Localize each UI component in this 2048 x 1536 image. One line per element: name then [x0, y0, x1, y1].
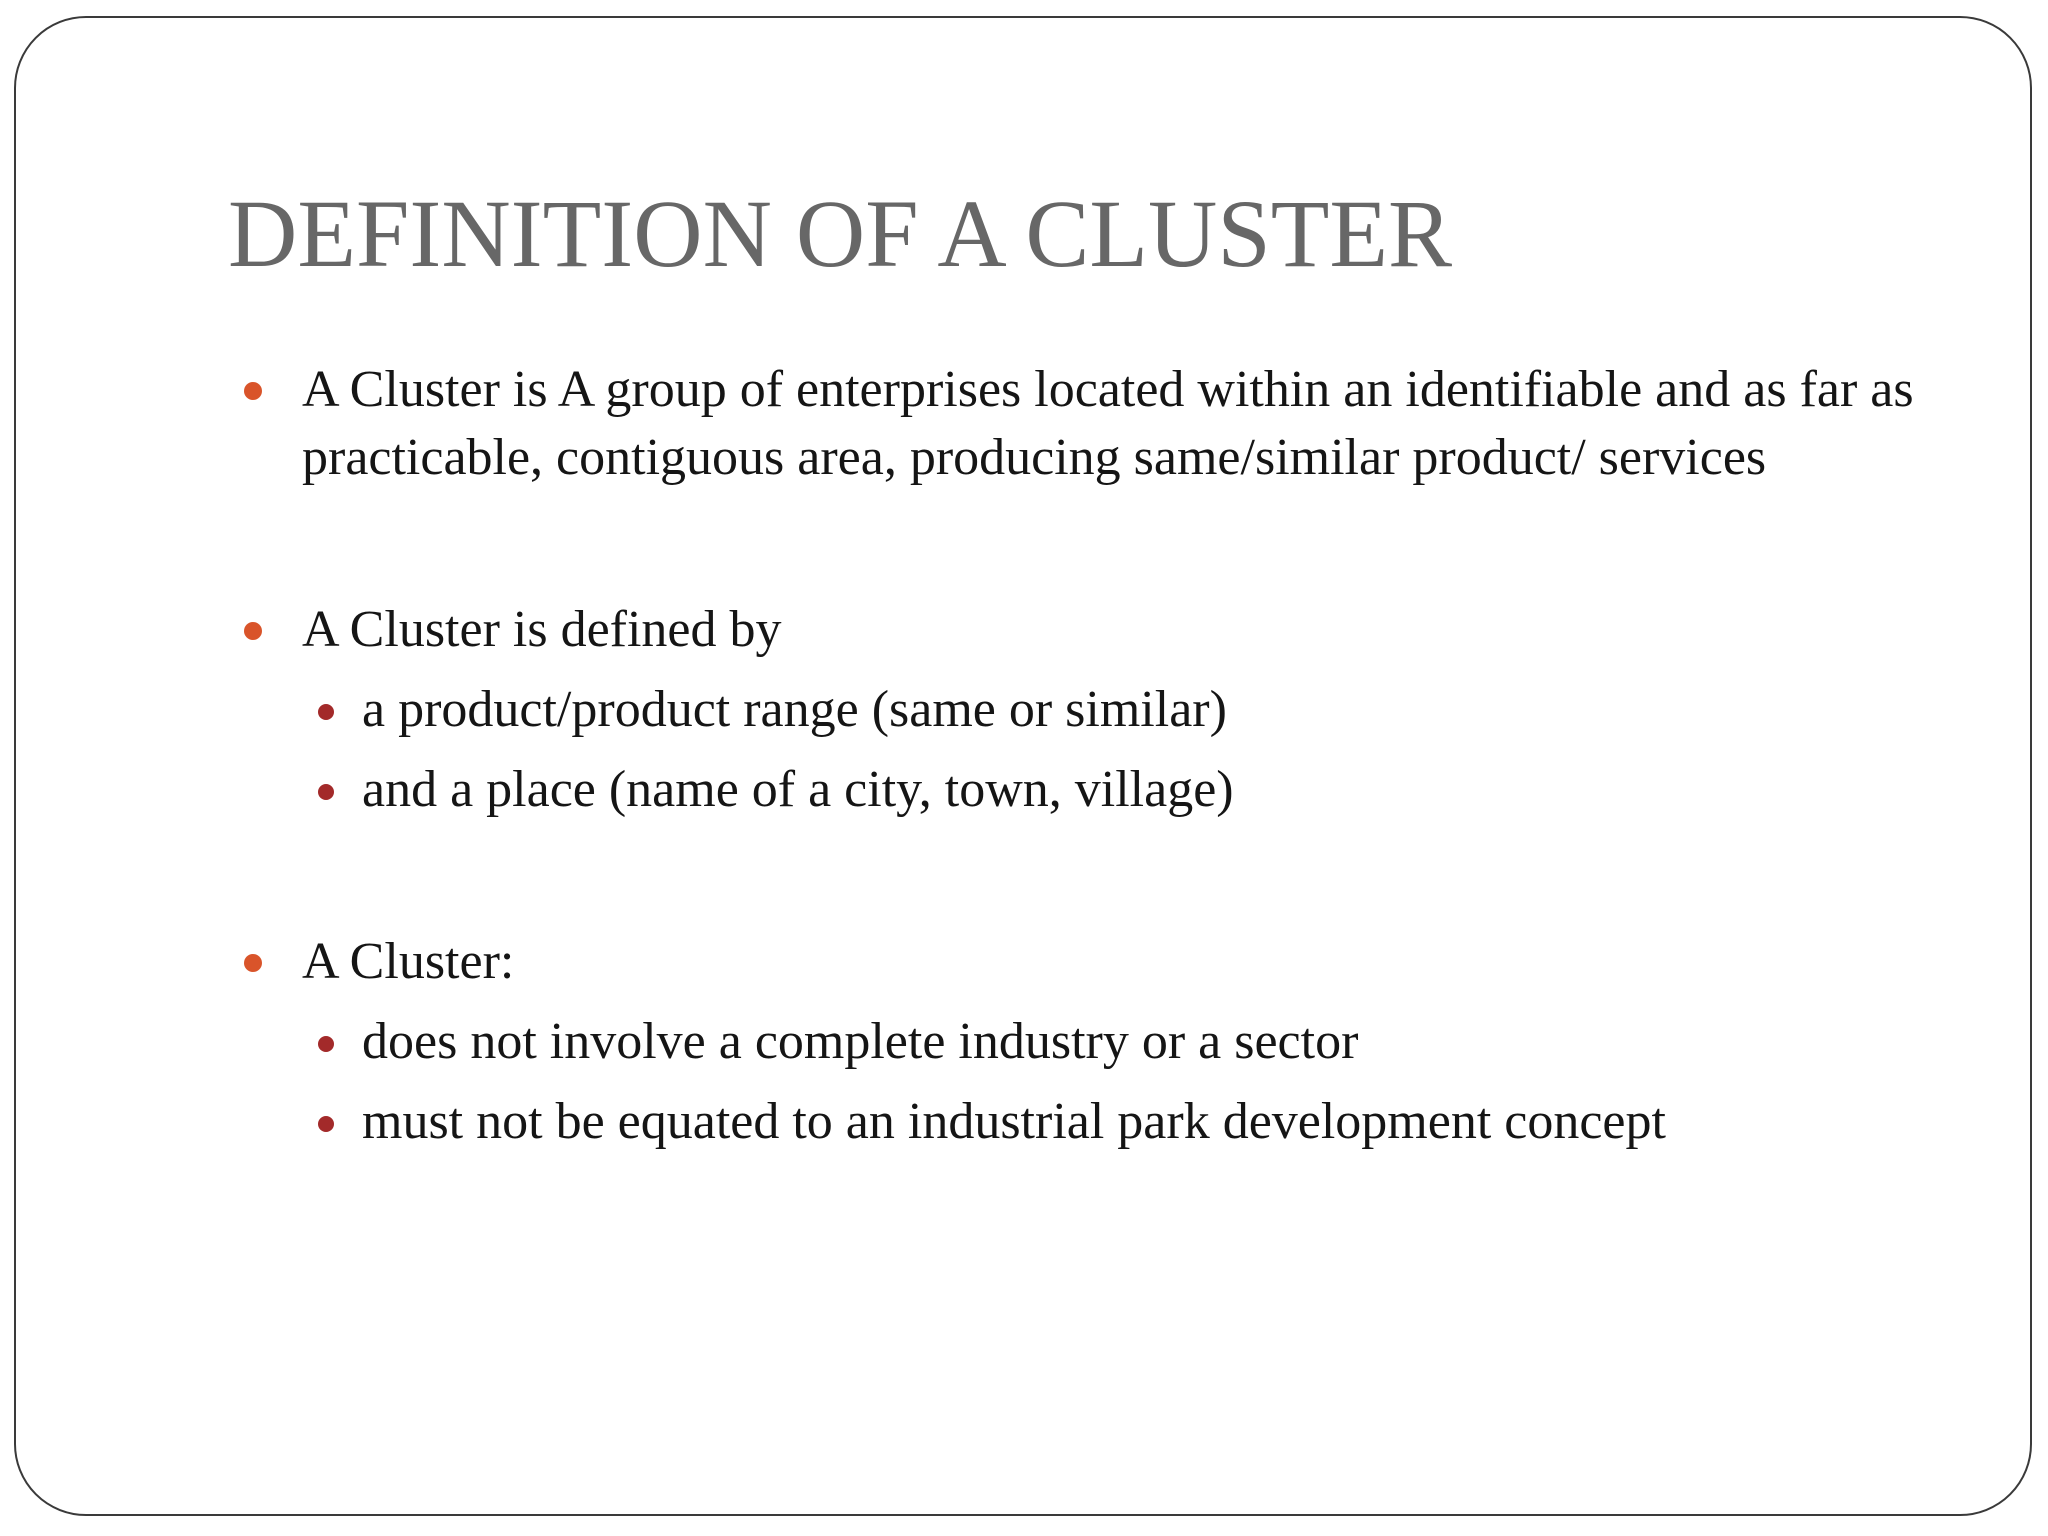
bullet-icon	[244, 954, 262, 972]
sub-bullet-icon	[318, 784, 334, 800]
bullet-item-2	[228, 596, 1968, 824]
bullet-text: A Cluster:	[302, 933, 515, 990]
slide-title: DEFINITION OF A CLUSTER	[228, 180, 1453, 287]
bullet-text: A Cluster is defined by	[302, 601, 782, 658]
sub-bullet-icon	[318, 1116, 334, 1132]
slide-content	[228, 356, 1968, 1156]
bullet-item-3	[228, 928, 1968, 1156]
sub-bullet-text: does not involve a complete industry or a sector	[362, 1013, 1359, 1070]
sub-bullet-icon	[318, 704, 334, 720]
sub-bullet-item	[228, 756, 1968, 824]
slide-frame	[14, 16, 2032, 1516]
sub-bullet-item	[228, 1008, 1968, 1076]
sub-bullet-icon	[318, 1036, 334, 1052]
sub-bullet-text: must not be equated to an industrial park development concept	[362, 1093, 1666, 1150]
bullet-icon	[244, 622, 262, 640]
bullet-icon	[244, 382, 262, 400]
sub-bullet-text: a product/product range (same or similar)	[362, 681, 1227, 738]
sub-bullet-item	[228, 676, 1968, 744]
bullet-text: A Cluster is A group of enterprises located within an identifiable and as far as practicable, contiguous area, producing same/similar product/ services	[302, 361, 1914, 486]
sub-bullet-text: and a place (name of a city, town, village)	[362, 761, 1234, 818]
bullet-item-1	[228, 356, 1968, 492]
sub-bullet-item	[228, 1088, 1968, 1156]
